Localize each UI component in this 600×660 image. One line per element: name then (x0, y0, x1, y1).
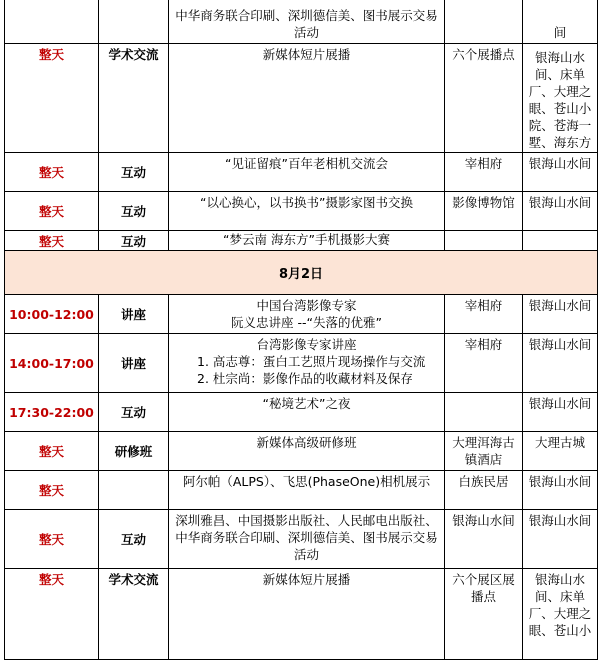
type-cell: 学术交流 (98, 569, 168, 659)
date-header-row (4, 251, 598, 295)
venue-cell: 银海山水间 (444, 510, 522, 568)
location-cell (522, 231, 598, 250)
location-cell: 银海山水间 (522, 510, 598, 568)
table-row (4, 192, 598, 231)
time-cell: 17:30-22:00 (4, 393, 98, 431)
event-cell: 新媒体短片展播 (168, 44, 444, 152)
venue-cell: 大理洱海古镇酒店 (444, 432, 522, 470)
table-row (4, 153, 598, 192)
time-cell (4, 0, 98, 43)
event-cell: “秘境艺术”之夜 (168, 393, 444, 431)
event-cell: 阿尔帕（ALPS）、飞思(PhaseOne)相机展示 (168, 471, 444, 509)
time-cell: 整天 (4, 569, 98, 659)
time-cell: 整天 (4, 44, 98, 152)
location-cell: 银海山水间 (522, 153, 598, 191)
type-cell: 互动 (98, 393, 168, 431)
event-cell: 深圳雅昌、中国摄影出版社、人民邮电出版社、中华商务联合印刷、深圳德信美、图书展示交易活动 (168, 510, 444, 568)
venue-cell (444, 393, 522, 431)
type-cell: 研修班 (98, 432, 168, 470)
table-row (4, 510, 598, 569)
venue-cell (444, 231, 522, 250)
location-cell: 银海山水间、床单厂、大理之眼、苍山小 (522, 569, 598, 659)
type-cell: 互动 (98, 510, 168, 568)
time-cell: 整天 (4, 153, 98, 191)
time-cell: 整天 (4, 471, 98, 509)
venue-cell: 白族民居 (444, 471, 522, 509)
time-cell: 整天 (4, 231, 98, 250)
type-cell: 讲座 (98, 295, 168, 333)
event-cell: “以心换心，以书换书”摄影家图书交换 (168, 192, 444, 230)
time-cell: 14:00-17:00 (4, 334, 98, 392)
time-cell: 整天 (4, 510, 98, 568)
type-cell: 互动 (98, 231, 168, 250)
venue-cell: 宰相府 (444, 334, 522, 392)
location-cell: 银海山水间 (522, 393, 598, 431)
event-cell (168, 334, 444, 392)
event-cell: 中华商务联合印刷、深圳德信美、图书展示交易活动 (168, 0, 444, 43)
type-cell (98, 471, 168, 509)
venue-cell: 六个展区展播点 (444, 569, 522, 659)
event-cell: “见证留痕”百年老相机交流会 (168, 153, 444, 191)
table-row (4, 0, 598, 44)
table-row (4, 393, 598, 432)
type-cell: 讲座 (98, 334, 168, 392)
type-cell: 学术交流 (98, 44, 168, 152)
location-cell: 银海山水间 (522, 295, 598, 333)
location-cell: 银海山水间、床单厂、大理之眼、苍山小院、苍海一墅、海东方 (522, 44, 598, 152)
event-cell: “梦云南 海东方”手机摄影大赛 (168, 231, 444, 250)
time-cell: 整天 (4, 192, 98, 230)
type-cell: 互动 (98, 153, 168, 191)
location-cell: 间 (522, 0, 598, 43)
venue-cell (444, 0, 522, 43)
location-cell: 银海山水间 (522, 334, 598, 392)
venue-cell: 宰相府 (444, 153, 522, 191)
date-header: 8月2日 (4, 251, 598, 294)
table-row (4, 295, 598, 334)
table-row (4, 471, 598, 510)
venue-cell: 影像博物馆 (444, 192, 522, 230)
schedule-table (4, 0, 598, 660)
type-cell (98, 0, 168, 43)
type-cell: 互动 (98, 192, 168, 230)
location-cell: 大理古城 (522, 432, 598, 470)
table-row (4, 44, 598, 153)
event-title: 台湾影像专家讲座 (256, 337, 357, 352)
table-row (4, 231, 598, 251)
event-list (171, 353, 442, 387)
list-item: 2. 杜宗尚：影像作品的收藏材料及保存 (197, 371, 413, 386)
list-item: 1. 高志尊：蛋白工艺照片现场操作与交流 (197, 354, 426, 369)
event-cell: 新媒体短片展播 (168, 569, 444, 659)
time-cell: 整天 (4, 432, 98, 470)
location-cell: 银海山水间 (522, 192, 598, 230)
table-row (4, 334, 598, 393)
event-cell: 新媒体高级研修班 (168, 432, 444, 470)
venue-cell: 宰相府 (444, 295, 522, 333)
event-cell: 中国台湾影像专家 阮义忠讲座 --“失落的优雅” (168, 295, 444, 333)
venue-cell: 六个展播点 (444, 44, 522, 152)
location-cell: 银海山水间 (522, 471, 598, 509)
time-cell: 10:00-12:00 (4, 295, 98, 333)
table-row (4, 432, 598, 471)
table-row (4, 569, 598, 660)
